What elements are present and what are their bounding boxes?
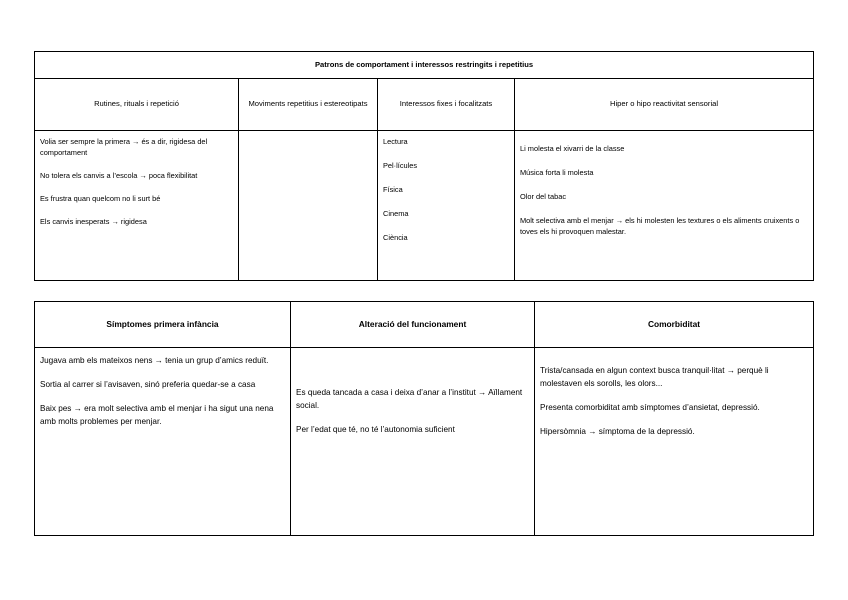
cell-rutines [35,131,239,281]
col-header-interessos: Interessos fixes i focalitzats [378,79,515,131]
list-item: Molt selectiva amb el menjar → els hi molesten les textures o els aliments cruixents o toves els hi provoquen malestar. [520,216,800,237]
list-item: Els canvis inesperats → rigidesa [40,217,147,227]
cell-simptomes [35,348,291,536]
col-header-comorbiditat: Comorbiditat [535,302,814,348]
cell-interessos [378,131,515,281]
cell-moviments [239,131,378,281]
list-item: Baix pes → era molt selectiva amb el menjar i ha sigut una nena amb molts problemes per menjar. [40,404,274,427]
list-item: Trista/cansada en algun context busca tranquil·litat → perquè li molestaven els sorolls, les olors... [540,366,769,389]
list-item: Pel·lícules [383,161,418,171]
table-title: Patrons de comportament i interessos restringits i repetitius [35,52,814,79]
cell-sensorial [515,131,814,281]
symptoms-table [34,301,814,536]
col-header-alteracio: Alteració del funcionament [291,302,535,348]
list-item: Sortia al carrer si l’avisaven, sinó preferia quedar-se a casa [40,380,256,390]
list-item: Es queda tancada a casa i deixa d’anar a l’institut → Aïllament social. [296,388,523,411]
list-item: Ciència [383,233,408,243]
list-item: Li molesta el xivarri de la classe [520,144,625,153]
list-item: Per l’edat que té, no té l’autonomia suficient [296,425,455,435]
list-item: Olor del tabac [520,192,567,202]
list-item: Presenta comorbiditat amb símptomes d’ansietat, depressió. [540,403,760,413]
list-item: No tolera els canvis a l’escola → poca flexibilitat [40,171,198,181]
list-item: Música forta li molesta [520,168,594,178]
col-header-rutines: Rutines, rituals i repetició [35,79,239,131]
col-header-simptomes: Símptomes primera infància [35,302,291,348]
behavior-patterns-table [34,51,814,281]
list-item: Volia ser sempre la primera → és a dir, rigidesa del comportament [40,137,208,158]
list-item: Física [383,185,403,195]
cell-comorbiditat [535,348,814,536]
list-item: Es frustra quan quelcom no li surt bé [40,194,161,204]
list-item: Lectura [383,137,408,146]
col-header-moviments: Moviments repetitius i estereotipats [239,79,378,131]
cell-alteracio [291,348,535,536]
col-header-sensorial: Hiper o hipo reactivitat sensorial [515,79,814,131]
list-item: Cinema [383,209,409,219]
list-item: Jugava amb els mateixos nens → tenia un grup d’amics reduït. [40,356,269,365]
list-item: Hipersòmnia → símptoma de la depressió. [540,427,695,437]
